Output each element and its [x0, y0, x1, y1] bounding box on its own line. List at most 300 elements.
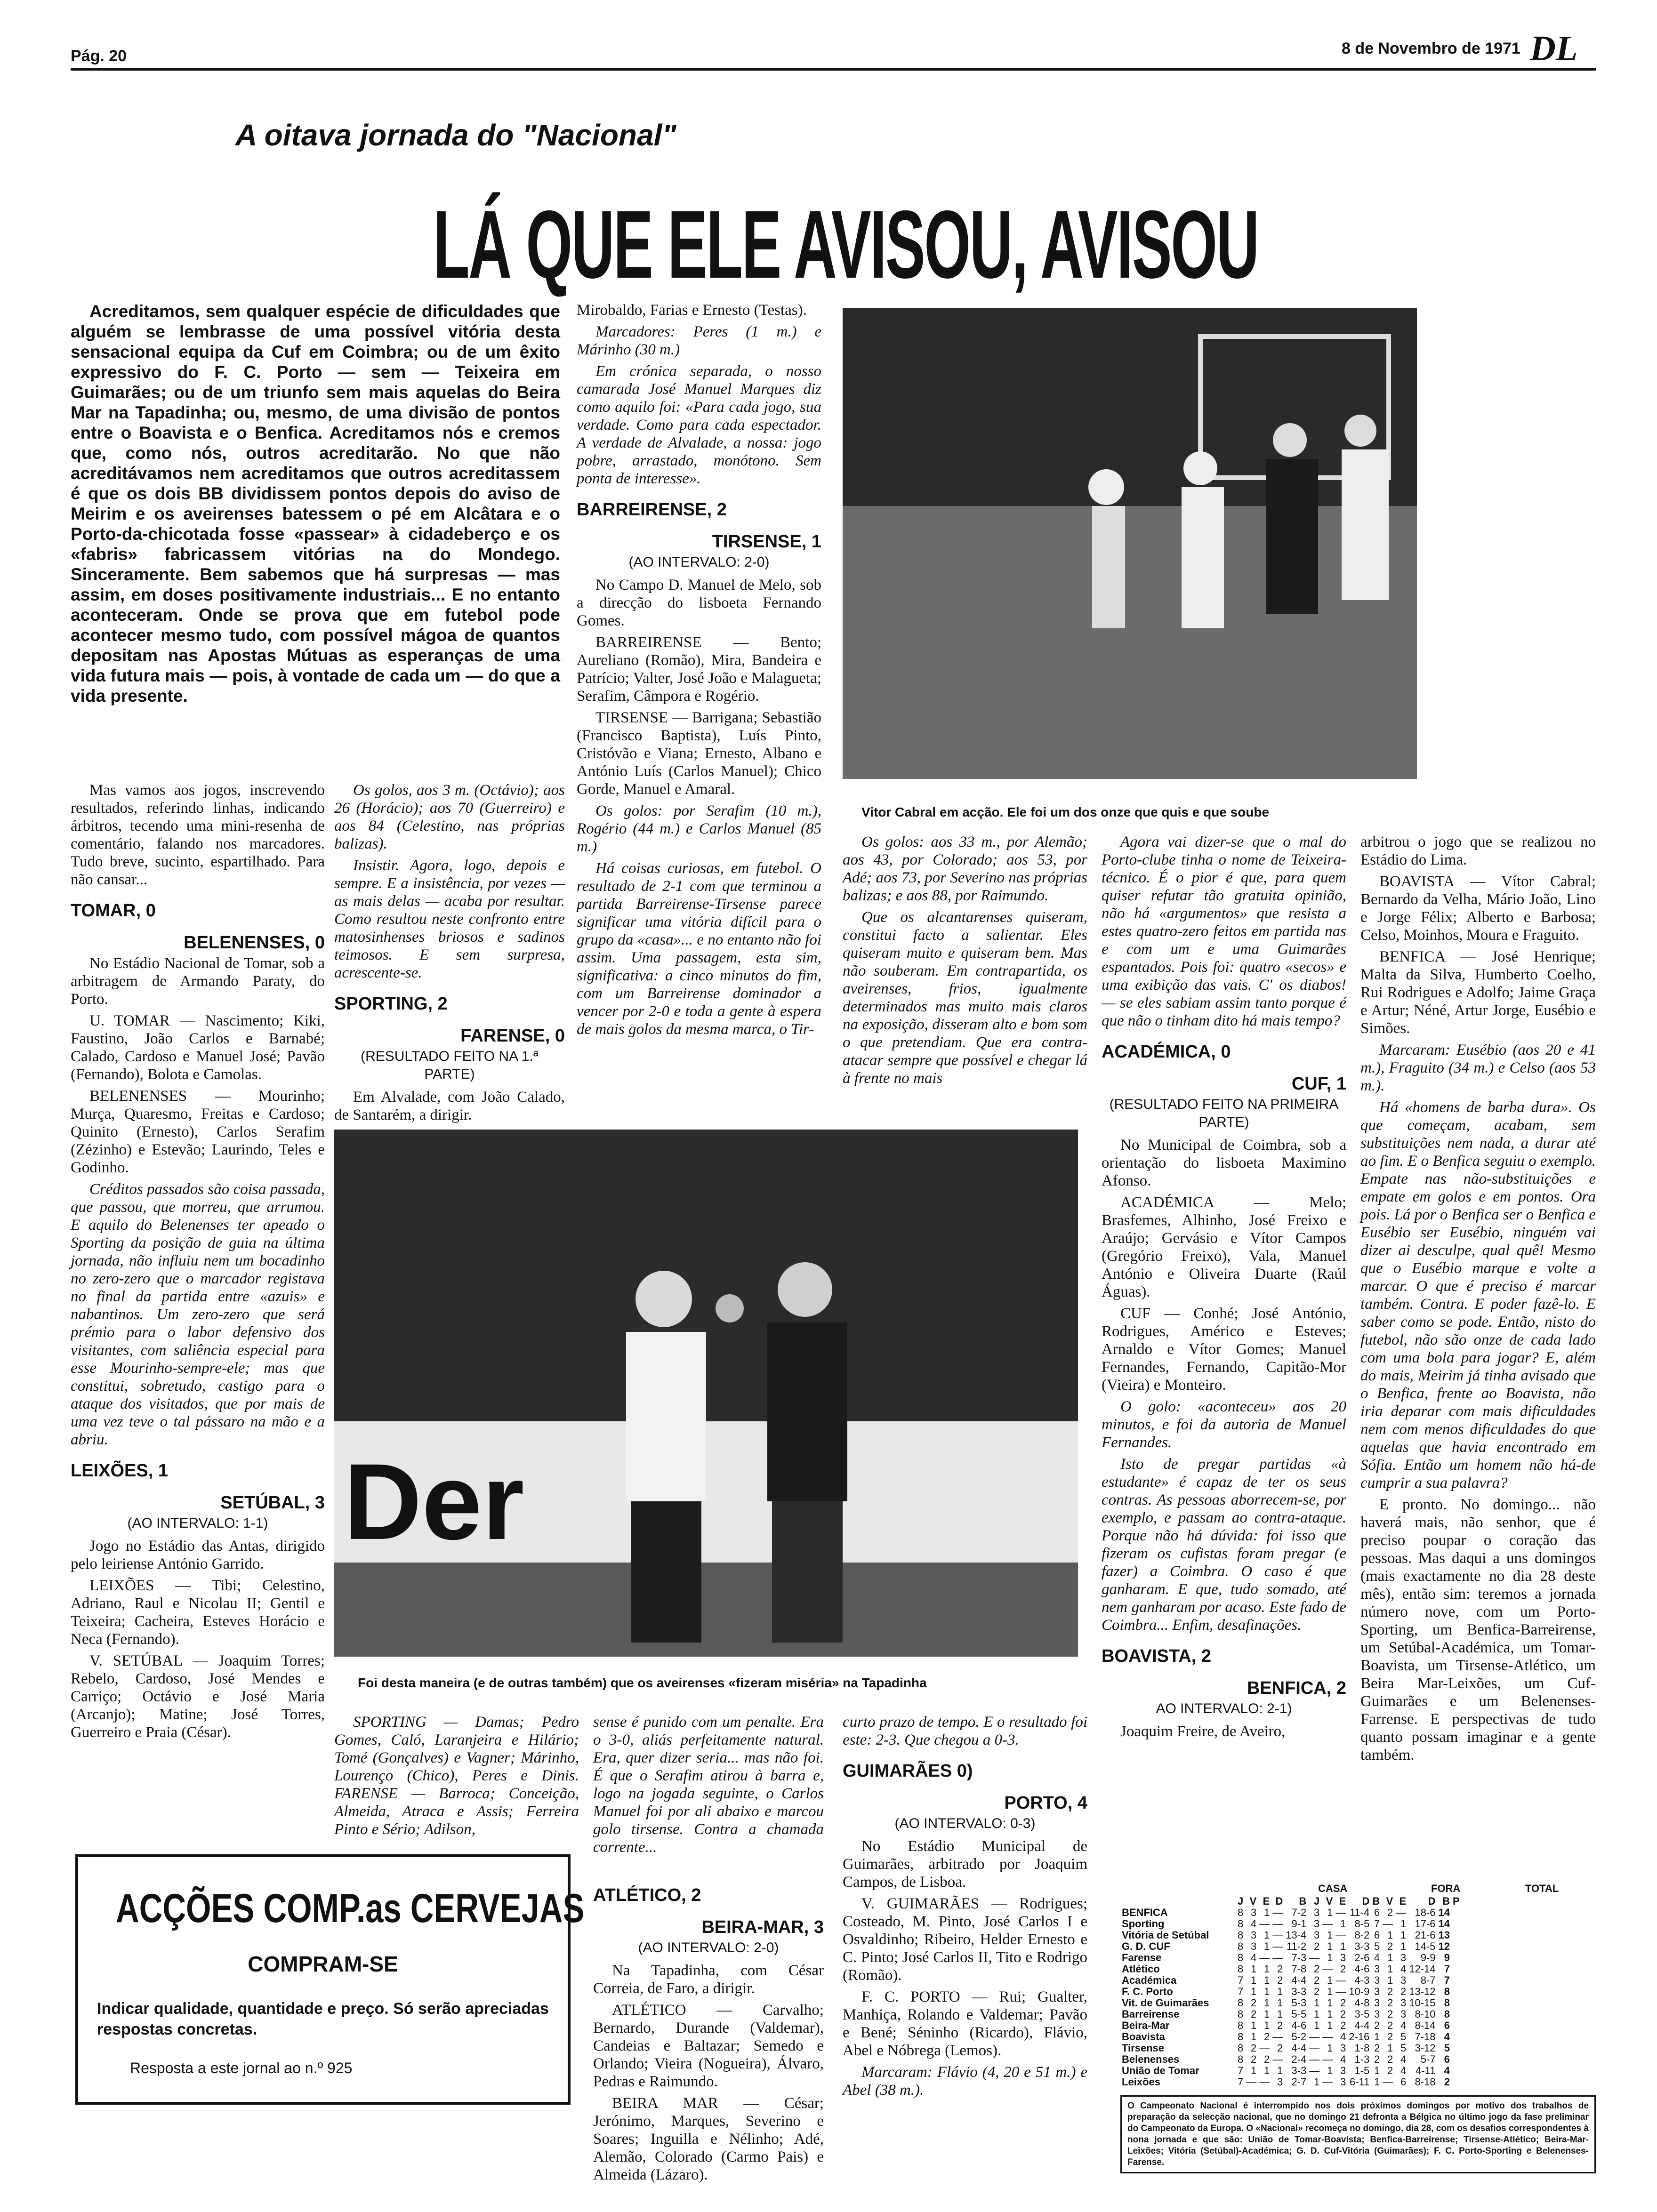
standings-cell: 1: [1277, 1986, 1283, 1997]
standings-row: [1120, 1907, 1461, 1918]
standings-cell: —: [1335, 1929, 1346, 1941]
standings-cell: —: [1396, 1907, 1407, 1918]
standings-cell: 1: [1264, 1940, 1270, 1952]
standings-cell: 9-9: [1420, 1952, 1436, 1964]
standings-cell: 4-11: [1416, 2065, 1436, 2076]
standings-cell: 3: [1340, 2076, 1346, 2088]
ad-reply: Resposta a este jornal ao n.º 925: [130, 2060, 353, 2076]
standings-cell: 2: [1374, 2020, 1380, 2031]
standings-row: [1120, 1975, 1461, 1986]
column-6: [1360, 833, 1596, 1768]
game-leixoes-away: SETÚBAL, 3: [220, 1493, 325, 1513]
paragraph: Marcaram: Flávio (4, 20 e 51 m.) e Abel (38 m.).: [843, 2064, 1087, 2099]
standings-cell: 2: [1314, 1940, 1320, 1952]
standings-cell: 3-3: [1291, 1986, 1307, 1997]
photo-tapadinha-art: [334, 1130, 1078, 1657]
standings-cell: 1: [1277, 2008, 1283, 2020]
column-3: [577, 301, 821, 1042]
standings-team: Atlético: [1122, 1963, 1160, 1975]
standings-cell: 2: [1251, 2053, 1257, 2065]
standings-col-header: V: [1326, 1895, 1333, 1907]
standings-cell: —: [1272, 1918, 1283, 1930]
standings-cell: 2: [1340, 1997, 1346, 2009]
standings-cell: 3: [1374, 1963, 1380, 1975]
paragraph: No Estádio Municipal de Guimarães, arbitrado por Joaquim Campos, de Lisboa.: [843, 1838, 1087, 1891]
standings-cell: 14-5: [1415, 1940, 1436, 1952]
game-academica-away: CUF, 1: [1291, 1074, 1346, 1094]
standings-cell: 2: [1387, 2020, 1393, 2031]
standings-team: Belenenses: [1122, 2053, 1180, 2065]
standings-row: [1120, 1918, 1461, 1930]
standings-cell: 3: [1340, 2065, 1346, 2076]
standings-cell: —: [1272, 1940, 1283, 1952]
header-rule: [71, 68, 1596, 71]
standings-cell: 8: [1444, 1997, 1450, 2009]
standings-cell: 5-3: [1291, 1997, 1307, 2009]
standings-team: BENFICA: [1122, 1907, 1168, 1918]
paragraph: Marcaram: Eusébio (aos 20 e 41 m.), Fraguito (34 m.) e Celso (aos 53 m.).: [1360, 1042, 1596, 1094]
game-boavista-halftime: AO INTERVALO: 2-1): [1156, 1701, 1292, 1716]
standings-cell: 1-8: [1354, 2042, 1370, 2054]
standings-cell: 5: [1374, 1940, 1380, 1952]
standings-cell: 7: [1238, 1974, 1244, 1986]
standings-cell: 3-12: [1415, 2042, 1436, 2054]
standings-cell: 3: [1340, 1952, 1346, 1964]
standings-cell: 8: [1238, 1918, 1244, 1930]
photo-tapadinha: [334, 1130, 1078, 1657]
standings-cell: 5-2: [1291, 2031, 1307, 2043]
game-barreirense-halftime: (AO INTERVALO: 2-0): [628, 554, 770, 570]
standings-cell: 21-6: [1415, 1929, 1436, 1941]
standings-cell: 1: [1340, 1918, 1346, 1930]
standings-team: Vitória de Setúbal: [1122, 1929, 1209, 1941]
standings-cell: 2: [1400, 1986, 1407, 1997]
paragraph: No Municipal de Coimbra, sob a orientação do lisboeta Maximino Afonso.: [1102, 1137, 1346, 1189]
standings-cell: 1: [1387, 1974, 1393, 1986]
standings-cell: 4-4: [1291, 1974, 1307, 1986]
standings-cell: 11-4: [1349, 1907, 1370, 1918]
standings-team: Boavista: [1122, 2031, 1165, 2043]
game-guimaraes-away: PORTO, 4: [1004, 1793, 1087, 1813]
standings-cell: 1: [1264, 1907, 1270, 1918]
standings-cell: 14: [1438, 1918, 1450, 1930]
standings-table: [1120, 1896, 1461, 2088]
standings-cell: —: [1272, 1907, 1283, 1918]
paragraph: Em crónica separada, o nosso camarada José Manuel Marques diz como aquilo foi: «Para cada jogo, sua verdade. Como para cada espectador. A verdade de Alvalade, a nossa: jogo pobre, arrastado, monótono. Sem ponta de interesse».: [577, 363, 821, 487]
standings-cell: 2: [1340, 2020, 1346, 2031]
kicker: A oitava jornada do "Nacional": [235, 118, 676, 152]
game-barreirense-away: TIRSENSE, 1: [712, 532, 821, 552]
standings: [1120, 1883, 1596, 2173]
paragraph: sense é punido com um penalte. Era o 3-0, aliás perfeitamente natural. Era, quer dizer seria... mas não foi. É que o Serafim atirou à barra e, logo na jogada seguinte, o Carlos Manuel foi por ali abaixo e marcou golo tirsense. Contra a chamada corrente...: [593, 1714, 824, 1856]
standings-cell: 2: [1387, 1940, 1393, 1952]
standings-cell: 10-15: [1409, 1997, 1436, 2009]
game-boavista-home: BOAVISTA, 2: [1102, 1646, 1211, 1666]
standings-cell: 1: [1327, 1907, 1333, 1918]
standings-header-row: [1120, 1896, 1461, 1907]
standings-cell: 4: [1444, 2031, 1450, 2043]
standings-cell: 3: [1251, 1940, 1257, 1952]
standings-cell: 1: [1327, 2008, 1333, 2020]
intro-lead: Acreditamos, sem qualquer espécie de dificuldades que alguém se lembrasse de uma possível vitória desta sensacional equipa da Cuf em Coimbra; ou de um êxito expressivo do F. C. Porto — sem — Teixeira em Guimarães; ou de um triunfo sem mais aquelas do Beira Mar na Tapadinha; ou, mesmo, de uma divisão de pontos entre o Boavista e o Benfica. Acreditamos nós e cremos que, como nós, outros acreditarão. No que não acreditávamos nem acreditamos que outros acreditassem é que os dois BB dividissem pontos depois do aviso de Meirim e os aveirenses batessem o pé em Alcâtara e o Porto-da-chicotada fosse «passear» à cidadeberço e os «fabris» fabricassem vitórias na do Mondego. Sinceramente. Bem sabemos que há surpresas — mas assim, em doses positivamente industriais... E no entanto aconteceram. Onde se prova que em futebol pode acontecer mesmo tudo, com possível mágoa de quantos depositam nas Apostas Mútuas as esperanças de uma vida futura mais — pois, à vontade de cada um — do que a vida presente.: [71, 302, 560, 705]
standings-cell: 8: [1238, 1952, 1244, 1964]
headline: LÁ QUE ELE AVISOU, AVISOU: [433, 191, 1258, 298]
standings-cell: 8-5: [1354, 1918, 1370, 1930]
standings-cell: 1: [1327, 1997, 1333, 2009]
paragraph: Os golos: aos 33 m., por Alemão; aos 43, por Colorado; aos 53, por Adé; aos 73, por Severino nas próprias balizas; e aos 88, por Raimundo.: [843, 834, 1087, 904]
standings-cell: 1: [1251, 2065, 1257, 2076]
standings-note: O Campeonato Nacional é interrompido nos dois próximos domingos por motivo dos trabalhos de preparação da selecção nacional, que no domingo 21 defronta a Bélgica no último jogo da fase preliminar do Campeonato da Europa. O «Nacional» recomeça no domingo, dia 28, com os desafios correspondentes à nona jornada e que são: União de Tomar-Boavista; Benfica-Barreirense; Tirsense-Atlético; Beira-Mar-Leixões; Vitória (Setúbal)-Académica; G. D. Cuf-Vitória (Guimarães); F. C. Porto-Sporting e Belenenses-Farense.: [1120, 2095, 1596, 2173]
standings-team: Beira-Mar: [1122, 2020, 1170, 2031]
standings-cell: 3: [1400, 2008, 1407, 2020]
newspaper-logo: DL: [1530, 29, 1578, 68]
standings-cell: 8: [1238, 2008, 1244, 2020]
standings-cell: 5-7: [1420, 2053, 1436, 2065]
standings-cell: 8: [1238, 1997, 1244, 2009]
paragraph: Há «homens de barba dura». Os que começam, acabam, sem substituições nem nada, a durar até ao fim. E o Benfica seguiu o exemplo. Empate nas não-substituições e empate em golos e em pontos. Ora pois. Lá por o Benfica ser o Benfica e Eusébio ser Eusébio, ninguém vai dizer ai desculpe, qual quê! Mesmo que o Eusébio marque e volte a marcar. O que é preciso é marcar também. Contra. E poder fazê-lo. E saber como se pode. Então, nisto do futebol, não são onze de cada lado com uma bola para jogar? E, além do mais, Meirim já tinha avisado que o Benfica, frente ao Boavista, não iria deparar com mais dificuldades nem com menos dificuldades do que aquelas que havia encontrado em Sófia. Então um homem não há-de cumprir a sua palavra?: [1360, 1099, 1596, 1491]
standings-cell: 3: [1374, 1974, 1380, 1986]
standings-cell: 2: [1264, 2053, 1270, 2065]
standings-cell: 1: [1264, 1929, 1270, 1941]
standings-cell: 8: [1238, 1963, 1244, 1975]
standings-cell: 12: [1438, 1940, 1450, 1952]
standings-cell: 4: [1400, 2020, 1407, 2031]
paragraph: Jogo no Estádio das Antas, dirigido pelo leiriense António Garrido.: [71, 1538, 325, 1572]
standings-cell: 3: [1400, 1952, 1407, 1964]
standings-cell: 2: [1314, 1963, 1320, 1975]
standings-team: Tirsense: [1122, 2042, 1165, 2054]
standings-cell: 1: [1277, 2065, 1283, 2076]
game-guimaraes-halftime: (AO INTERVALO: 0-3): [894, 1816, 1036, 1831]
standings-cell: 17-6: [1415, 1918, 1436, 1930]
standings-cell: —: [1383, 1918, 1393, 1930]
standings-row: [1120, 1997, 1461, 2009]
standings-cell: 1: [1327, 2020, 1333, 2031]
paragraph: BEIRA MAR — César; Jerónimo, Marques, Severino e Soares; Inguilla e Nélinho; Adé, Alemão, Colorado (Carmo Pais) e Almeida (Lázaro).: [593, 2095, 824, 2183]
standings-cell: 1: [1374, 2031, 1380, 2043]
standings-cell: 1: [1264, 1997, 1270, 2009]
standings-cell: 5: [1444, 2042, 1450, 2054]
standings-cell: 7-3: [1291, 1952, 1307, 1964]
standings-cell: 2: [1314, 1974, 1320, 1986]
paragraph: BELENENSES — Mourinho; Murça, Quaresmo, Freitas e Cardoso; Quinito (Ernesto), Carlos Serafim (Zézinho) e Estevão; Laurindo, Teles e Godinho.: [71, 1088, 325, 1176]
standings-cell: —: [1246, 2076, 1257, 2088]
standings-cell: 1: [1387, 1963, 1393, 1975]
standings-cell: 1: [1400, 1918, 1407, 1930]
standings-cell: 3: [1374, 1986, 1380, 1997]
standings-cell: 1: [1387, 1929, 1393, 1941]
standings-cell: 2: [1444, 2076, 1450, 2088]
standings-row: [1120, 1930, 1461, 1941]
paragraph: Isto de pregar partidas «à estudante» é capaz de ter os seus contras. As pessoas aborrecem-se, por exemplo, e passam ao contra-ataque. Porque não há dúvida: foi isso que fizeram os cufistas foram pregar (e fazer) a Coimbra. O caso é que ganharam. E que, tudo somado, até nem ganharam por acaso. Este fado de Coimbra... Enfim, desafinações.: [1102, 1456, 1346, 1634]
standings-cell: 1: [1251, 2020, 1257, 2031]
standings-cell: 2: [1387, 2031, 1393, 2043]
standings-team: F. C. Porto: [1122, 1986, 1173, 1997]
standings-cell: 6-11: [1349, 2076, 1370, 2088]
standings-cell: 8: [1238, 1929, 1244, 1941]
standings-cell: 2: [1277, 2042, 1283, 2054]
paragraph: SPORTING — Damas; Pedro Gomes, Caló, Laranjeira e Hilário; Tomé (Gonçalves) e Vagner; Márinho, Lourenço (Chico), Peres e Dinis. FARENSE — Barroca; Conceição, Almeida, Atraca e Assis; Ferreira Pinto e Sério; Adilson,: [334, 1714, 579, 1838]
standings-cell: 1: [1264, 2065, 1270, 2076]
standings-row: [1120, 1952, 1461, 1964]
photo-tapadinha-caption: Foi desta maneira (e de outras também) que os aveirenses «fizeram miséria» na Tapadinha: [358, 1675, 927, 1690]
standings-cell: 4-4: [1291, 2042, 1307, 2054]
standings-col-header: D: [1428, 1895, 1436, 1907]
standings-cell: 1: [1387, 2042, 1393, 2054]
standings-col-header: J: [1238, 1895, 1244, 1907]
standings-team: Leixões: [1122, 2076, 1160, 2088]
standings-cell: 1: [1327, 1974, 1333, 1986]
standings-team: Académica: [1122, 1974, 1177, 1986]
standings-cell: —: [1259, 1952, 1270, 1964]
standings-cell: 7: [1238, 2076, 1244, 2088]
paragraph: Agora vai dizer-se que o mal do Porto-clube tinha o nome de Teixeira-técnico. É o pior é que, para quem quiser refutar tão gratuita opinião, não há «argumentos» que resista a estes quatro-zero feitos em partida nas e com um e uma Guimarães espantados. Pois foi: quatro «secos» e uma exibição das vais. C' os diabos! — se eles sabiam assim tanto porque é que não o tinham dito há mais tempo?: [1102, 834, 1346, 1029]
standings-cell: 3: [1374, 2008, 1380, 2020]
standings-group-total: TOTAL: [1525, 1883, 1559, 1894]
standings-cell: 13-4: [1286, 1929, 1307, 1941]
game-tomar-away: BELENENSES, 0: [184, 933, 325, 953]
standings-cell: 1: [1327, 1986, 1333, 1997]
standings-cell: 4-3: [1354, 1974, 1370, 1986]
standings-cell: 6: [1444, 2053, 1450, 2065]
game-academica-home: ACADÉMICA, 0: [1102, 1042, 1231, 1062]
paragraph: BARREIRENSE — Bento; Aureliano (Romão), Mira, Bandeira e Patrício; Valter, José João e Malagueta; Serafim, Câmpora e Rogério.: [577, 634, 821, 705]
standings-cell: 8: [1238, 2053, 1244, 2065]
standings-cell: 2: [1387, 2008, 1393, 2020]
standings-cell: 7: [1238, 2065, 1244, 2076]
standings-cell: 4-8: [1354, 1997, 1370, 2009]
standings-cell: 1: [1374, 2065, 1380, 2076]
standings-cell: 2-4: [1291, 2053, 1307, 2065]
standings-col-header: B: [1442, 1895, 1450, 1907]
game-sporting-home: SPORTING, 2: [334, 994, 448, 1014]
standings-cell: 7: [1374, 1918, 1380, 1930]
paragraph: V. SETÚBAL — Joaquim Torres; Rebelo, Cardoso, José Mendes e Carriço; Octávio e José Maria (Arcanjo); Matine; José Torres, Guerreiro e Praia (César).: [71, 1652, 325, 1741]
standings-cell: 2: [1374, 2042, 1380, 2054]
standings-cell: 7-2: [1291, 1907, 1307, 1918]
paragraph: Os golos, aos 3 m. (Octávio); aos 26 (Horácio); aos 70 (Guerreiro) e aos 84 (Celestino, nas próprias balizas).: [334, 782, 565, 852]
standings-cell: 8-10: [1415, 2008, 1436, 2020]
standings-cell: 12-14: [1409, 1963, 1436, 1975]
standings-cell: 1-3: [1354, 2053, 1370, 2065]
standings-cell: 1: [1327, 1952, 1333, 1964]
standings-cell: 2: [1264, 2031, 1270, 2043]
standings-cell: 3-3: [1354, 1940, 1370, 1952]
standings-cell: —: [1335, 1974, 1346, 1986]
standings-cell: 8-18: [1415, 2076, 1436, 2088]
standings-cell: —: [1259, 2042, 1270, 2054]
standings-cell: 5-5: [1291, 2008, 1307, 2020]
standings-cell: 1: [1327, 2042, 1333, 2054]
standings-cell: 8-14: [1415, 2020, 1436, 2031]
paragraph: CUF — Conhé; José António, Rodrigues, Américo e Esteves; Arnaldo e Vítor Gomes; Manuel Fernandes, Fernando, Capitão-Mor (Vieira) e Monteiro.: [1102, 1305, 1346, 1394]
paragraph: BENFICA — José Henrique; Malta da Silva, Humberto Coelho, Rui Rodrigues e Adolfo; Jaime Graça e Artur; Néné, Artur Jorge, Eusébio e Simões.: [1360, 948, 1596, 1037]
bottom-column-a: [334, 1713, 579, 1842]
paragraph: Créditos passados são coisa passada, que passou, que morreu, que arrumou. E aquilo do Belenenses ter apeado o Sporting da posição de guia na última jornada, não influiu nem um bocadinho no zero-zero que o marcador registava no final da partida entre «azuis» e nabantinos. Um zero-zero que será prémio para o labor defensivo dos visitantes, com saliência especial para esse Mourinho-sempre-ele; mas que constitui, sobretudo, castigo para o ataque dos visitados, que por mais de uma vez teve o tal pássaro na mão e a abriu.: [71, 1181, 325, 1448]
standings-cell: 10-9: [1349, 1986, 1370, 1997]
paragraph: Que os alcantarenses quiseram, constitui facto a salientar. Eles quiseram muito e quiseram bem. Mas não souberam. Em contrapartida, os aveirenses, frios, igualmente determinados mas muito mais claros na exposição, disseram alto e bom som o que pretendiam. Que era contra-atacar sempre que possível e chegar lá à frente no mais: [843, 909, 1087, 1087]
standings-cell: 1: [1400, 1940, 1407, 1952]
standings-cell: —: [1272, 1952, 1283, 1964]
standings-cell: —: [1309, 2031, 1320, 2043]
standings-cell: —: [1309, 2065, 1320, 2076]
standings-cell: 2: [1387, 2053, 1393, 2065]
standings-cell: 2: [1387, 1986, 1393, 1997]
standings-cell: 3: [1277, 2076, 1283, 2088]
standings-cell: 5: [1400, 2042, 1407, 2054]
paragraph: Marcadores: Peres (1 m.) e Márinho (30 m.): [577, 323, 821, 358]
paragraph: Joaquim Freire, de Aveiro,: [1120, 1723, 1286, 1740]
advertisement: [75, 1854, 585, 2105]
standings-row: [1120, 1986, 1461, 1997]
standings-cell: —: [1322, 1963, 1333, 1975]
standings-cell: 2-6: [1354, 1952, 1370, 1964]
standings-cell: 8: [1444, 2008, 1450, 2020]
standings-cell: —: [1309, 2053, 1320, 2065]
standings-cell: 1: [1277, 1997, 1283, 2009]
column-2: [334, 781, 565, 1128]
game-sporting-halftime: (RESULTADO FEITO NA 1.ª PARTE): [361, 1049, 539, 1082]
standings-cell: 1: [1314, 2020, 1320, 2031]
ad-body: Indicar qualidade, quantidade e preço. Só serão apreciadas respostas concretas.: [97, 2000, 549, 2038]
standings-cell: 1: [1400, 1929, 1407, 1941]
standings-team: Barreirense: [1122, 2008, 1180, 2020]
standings-group-away: FORA: [1431, 1883, 1461, 1894]
standings-row: [1120, 2065, 1461, 2076]
standings-cell: 1: [1340, 1940, 1346, 1952]
standings-cell: 3: [1340, 2042, 1346, 2054]
standings-cell: 9: [1444, 1952, 1450, 1964]
standings-team: Vit. de Guimarães: [1122, 1997, 1209, 2009]
paragraph: No Estádio Nacional de Tomar, sob a arbitragem de Armando Paraty, do Porto.: [71, 955, 325, 1008]
standings-team: Sporting: [1122, 1918, 1165, 1930]
paragraph: E pronto. No domingo... não haverá mais, não senhor, que é preciso poupar o coração das pessoas. Mas daqui a uns domingos (mais exactamente no dia 28 deste mês), então sim: teremos a jornada número nove, com um Porto-Sporting, um Benfica-Barreirense, um Setúbal-Académica, um Tomar-Boavista, um Tirsense-Atlético, um Beira Mar-Leixões, um Cuf-Guimarães e um Belenenses-Farrense. E perspectivas de tudo quanto possam imaginar e a gente também.: [1360, 1496, 1596, 1763]
issue-date: 8 de Novembro de 1971: [1342, 40, 1520, 57]
paragraph: arbitrou o jogo que se realizou no Estádio do Lima.: [1360, 834, 1596, 868]
standings-cell: 1: [1387, 1952, 1393, 1964]
photo-goalmouth-art: [843, 308, 1417, 779]
standings-cell: 8: [1238, 2031, 1244, 2043]
standings-cell: —: [1272, 2053, 1283, 2065]
bottom-column-d: [593, 1873, 824, 2188]
photo-goalmouth-caption: Vitor Cabral em acção. Ele foi um dos onze que quis e que soube: [861, 805, 1270, 819]
paragraph: Na Tapadinha, com César Correia, de Faro, a dirigir.: [593, 1962, 824, 1997]
standings-team: G. D. CUF: [1122, 1940, 1170, 1952]
game-leixoes-halftime: (AO INTERVALO: 1-1): [127, 1515, 268, 1531]
standings-cell: —: [1309, 2042, 1320, 2054]
standings-cell: 2: [1340, 2008, 1346, 2020]
game-sporting-away: FARENSE, 0: [460, 1026, 565, 1046]
standings-row: [1120, 2076, 1461, 2088]
standings-col-header: E: [1263, 1895, 1270, 1907]
standings-cell: —: [1322, 2053, 1333, 2065]
standings-cell: 2: [1374, 2053, 1380, 2065]
standings-cell: —: [1383, 2076, 1393, 2088]
game-boavista-away: BENFICA, 2: [1247, 1678, 1346, 1698]
standings-group-home: CASA: [1318, 1883, 1348, 1894]
standings-cell: 3: [1314, 1929, 1320, 1941]
standings-cell: —: [1259, 2076, 1270, 2088]
standings-body: [1120, 1907, 1461, 2088]
paragraph: TIRSENSE — Barrigana; Sebastião (Francisco Baptista), Luís Pinto, Cristóvão e Viana; Ernesto, Albano e António Luís (Carlos Manuel); Chico Gorde, Manuel e Amaral.: [577, 709, 821, 798]
standings-cell: 2: [1314, 1986, 1320, 1997]
standings-cell: 1: [1251, 1963, 1257, 1975]
standings-col-header: D: [1362, 1895, 1370, 1907]
standings-cell: 1: [1264, 1974, 1270, 1986]
standings-cell: 3: [1314, 1918, 1320, 1930]
paragraph: O golo: «aconteceu» aos 20 minutos, e foi da autoria de Manuel Fernandes.: [1102, 1398, 1346, 1451]
standings-cell: 7: [1238, 1986, 1244, 1997]
photo-goalmouth: [843, 308, 1417, 779]
paragraph: ATLÉTICO — Carvalho; Bernardo, Durande (Valdemar), Candeias e Baltazar; Semedo e Orlando; Vieira (Nogueira), Álvaro, Pedras e Raimundo.: [593, 2002, 824, 2090]
standings-row: [1120, 1964, 1461, 1975]
standings-cell: 8-2: [1354, 1929, 1370, 1941]
standings-col-header: P: [1453, 1895, 1460, 1907]
standings-cell: —: [1335, 1986, 1346, 1997]
standings-cell: 1: [1264, 1963, 1270, 1975]
standings-col-team: [1120, 1896, 1236, 1907]
paragraph: curto prazo de tempo. E o resultado foi este: 2-3. Que chegou a 0-3.: [843, 1714, 1087, 1748]
standings-row: [1120, 2009, 1461, 2020]
standings-cell: 2: [1340, 1963, 1346, 1975]
standings-cell: 2: [1387, 1997, 1393, 2009]
standings-cell: 7: [1444, 1963, 1450, 1975]
standings-cell: 4: [1400, 2065, 1407, 2076]
standings-cell: 1: [1327, 1929, 1333, 1941]
standings-cell: 2: [1277, 1974, 1283, 1986]
standings-cell: 11-2: [1286, 1940, 1307, 1952]
standings-cell: —: [1322, 2031, 1333, 2043]
standings-cell: 3: [1374, 1997, 1380, 2009]
standings-cell: 1-5: [1354, 2065, 1370, 2076]
game-atletico-home: ATLÉTICO, 2: [593, 1885, 701, 1905]
game-atletico-away: BEIRA-MAR, 3: [701, 1917, 824, 1937]
standings-col-header: V: [1249, 1895, 1257, 1907]
standings-cell: 13-12: [1409, 1986, 1436, 1997]
standings-cell: 8-7: [1420, 1974, 1436, 1986]
game-guimaraes-home: GUIMARÃES 0): [843, 1761, 973, 1781]
standings-row: [1120, 2043, 1461, 2054]
paragraph: Há coisas curiosas, em futebol. O resultado de 2-1 com que terminou a partida Barreirense-Tirsense parece significar uma vitória difícil para o grupo da «casa»... e no entanto não foi assim. Uma passagem, esta sim, significativa: a cinco minutos do fim, com um Barreirense dominador a vencer por 2-0 e toda a gente à espera de mais golos da mesma marca, o Tir-: [577, 860, 821, 1038]
standings-cell: 4: [1400, 1963, 1407, 1975]
standings-cell: 1: [1264, 1986, 1270, 1997]
standings-row: [1120, 1941, 1461, 1952]
standings-cell: —: [1309, 1952, 1320, 1964]
standings-cell: 8: [1238, 2020, 1244, 2031]
standings-cell: 1: [1314, 1997, 1320, 2009]
paragraph: BOAVISTA — Vítor Cabral; Bernardo da Velha, Mário João, Lino e Jorge Félix; Alberto e Barbosa; Celso, Moinhos, Moura e Fraguito.: [1360, 873, 1596, 944]
standings-cell: 6: [1400, 2076, 1407, 2088]
standings-cell: 3-3: [1291, 2065, 1307, 2076]
standings-col-header: B: [1372, 1895, 1380, 1907]
standings-cell: 3: [1314, 1907, 1320, 1918]
standings-cell: 1: [1314, 2076, 1320, 2088]
standings-cell: 1: [1327, 2065, 1333, 2076]
column-5: [1102, 833, 1346, 1744]
standings-team: União de Tomar: [1122, 2065, 1199, 2076]
standings-cell: 8: [1444, 1986, 1450, 1997]
ad-subtitle: COMPRAM-SE: [248, 1952, 398, 1976]
standings-row: [1120, 2031, 1461, 2043]
standings-cell: 8: [1238, 2042, 1244, 2054]
standings-cell: 13: [1438, 1929, 1450, 1941]
standings-cell: —: [1259, 1918, 1270, 1930]
bottom-column-c: [843, 1713, 1087, 2103]
paragraph: V. GUIMARÃES — Rodrigues; Costeado, M. Pinto, José Carlos I e Osvaldinho; Ribeiro, Helder Ernesto e C. Pinto; José Carlos II, Tito e Rodrigo (Romão).: [843, 1895, 1087, 1984]
standings-cell: 2: [1387, 1907, 1393, 1918]
standings-col-header: E: [1399, 1895, 1407, 1907]
standings-cell: 14: [1438, 1907, 1450, 1918]
